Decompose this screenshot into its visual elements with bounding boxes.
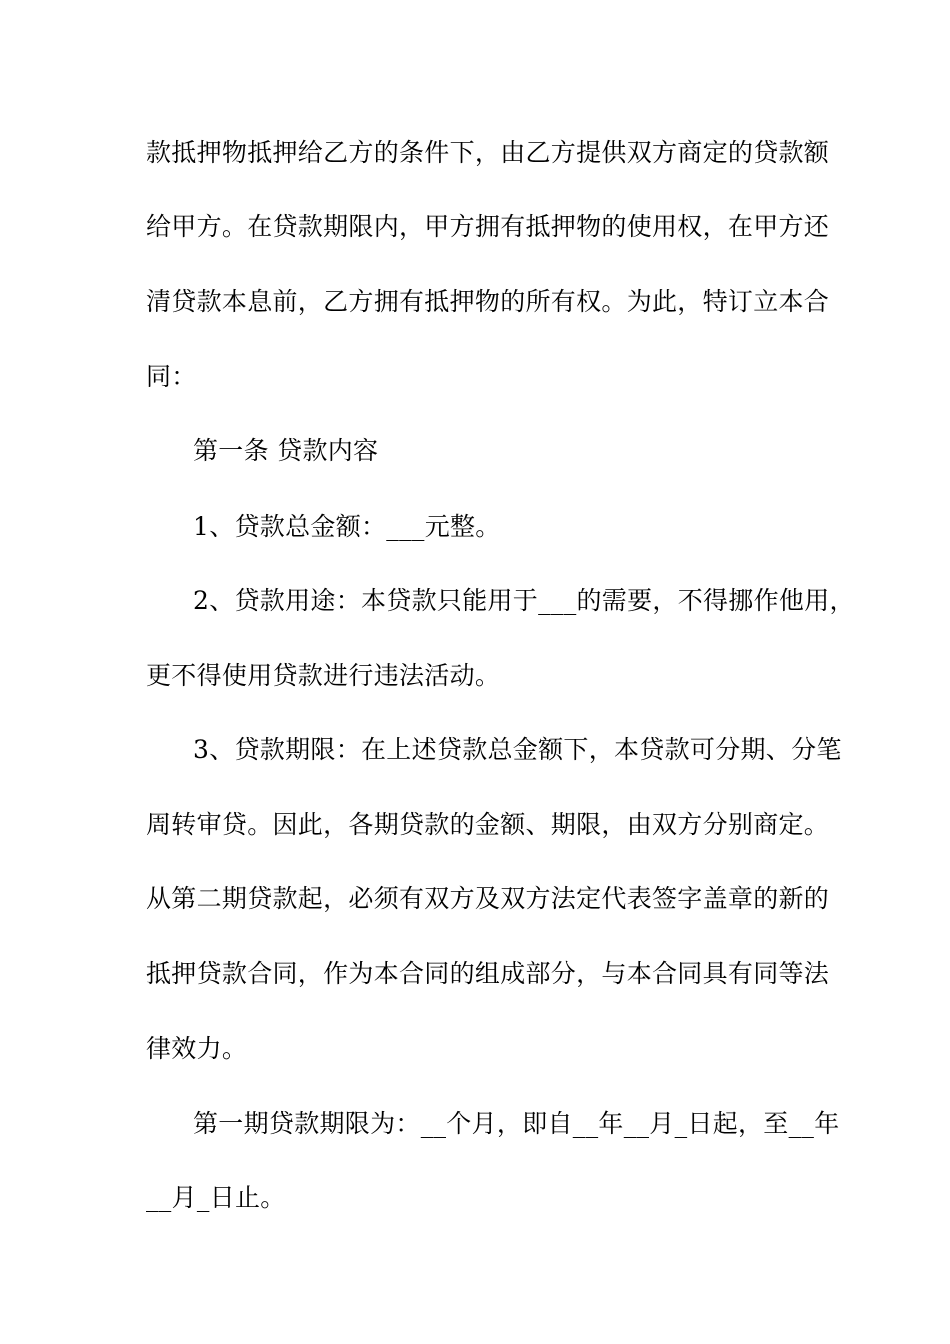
- paragraph-line: 从第二期贷款起，必须有双方及双方法定代表签字盖章的新的: [146, 884, 830, 913]
- section-heading: 第一条 贷款内容: [193, 436, 379, 465]
- paragraph-line: 周转审贷。因此，各期贷款的金额、期限，由双方分别商定。: [146, 810, 830, 839]
- paragraph-line: __月_日止。: [146, 1183, 286, 1212]
- paragraph-line: 1、贷款总金额：___元整。: [193, 512, 501, 541]
- paragraph-line: 同：: [146, 362, 197, 391]
- paragraph-line: 清贷款本息前，乙方拥有抵押物的所有权。为此，特订立本合: [146, 287, 830, 316]
- paragraph-line: 给甲方。在贷款期限内，甲方拥有抵押物的使用权，在甲方还: [146, 212, 830, 241]
- paragraph-line: 2、贷款用途：本贷款只能用于___的需要，不得挪作他用，: [193, 586, 855, 615]
- paragraph-line: 更不得使用贷款进行违法活动。: [146, 661, 501, 690]
- paragraph-line: 第一期贷款期限为：__个月，即自__年__月_日起，至__年: [193, 1109, 840, 1138]
- paragraph-line: 抵押贷款合同，作为本合同的组成部分，与本合同具有同等法: [146, 959, 830, 988]
- paragraph-line: 3、贷款期限：在上述贷款总金额下，本贷款可分期、分笔: [193, 735, 842, 764]
- paragraph-line: 款抵押物抵押给乙方的条件下，由乙方提供双方商定的贷款额: [146, 138, 830, 167]
- paragraph-line: 律效力。: [146, 1034, 248, 1063]
